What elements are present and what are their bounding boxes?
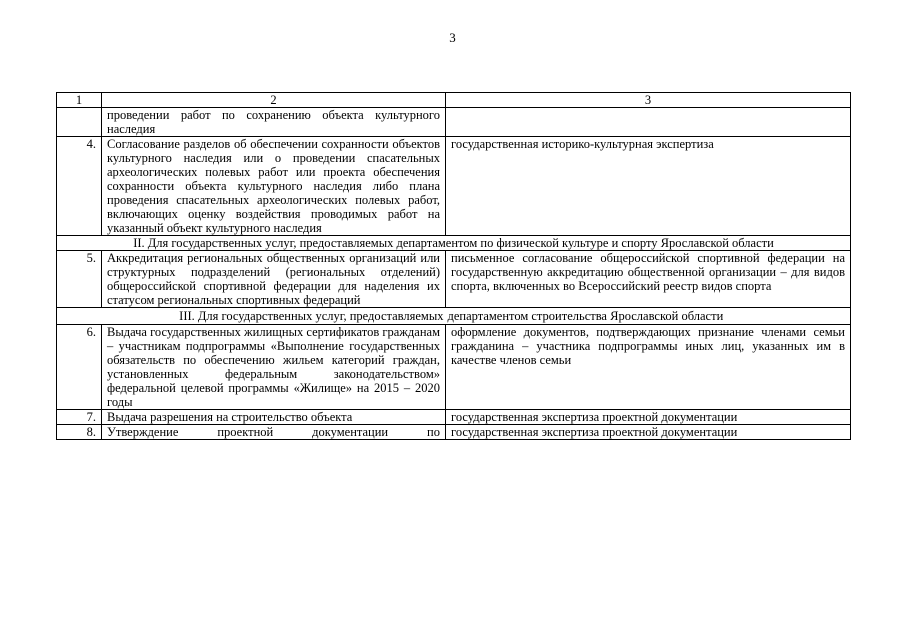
table-header-row [57,93,851,108]
section-heading-3-left: III. Для государственных услуг, предоставляемых [57,308,446,325]
service-cell: Выдача государственных жилищных сертификатов гражданам – участникам подпрограммы «Выполнение государственных обязательств по обеспечению жильем категорий граждан, установленных федеральным законодательством» федеральной целевой программы «Жилище» на 2015 – 2020 годы [102,325,446,410]
page-number: 3 [449,30,456,45]
table-row [57,410,851,425]
header-col-3: 3 [446,93,851,108]
table-row [57,325,851,410]
service-cell: Согласование разделов об обеспечении сохранности объектов культурного наследия или о проведении спасательных археологических полевых работ или проекта обеспечения сохранности объекта культурного наследия либо плана проведения спасательных археологических полевых работ, включающих оценку воздействия проводимых работ на указанный объект культурного наследия [102,137,446,236]
service-cell: проведении работ по сохранению объекта культурного наследия [102,108,446,137]
section-heading-row [57,308,851,325]
row-number [57,108,102,137]
basis-cell: государственная историко-культурная экспертиза [446,137,851,236]
table-row [57,425,851,440]
row-number: 7. [57,410,102,425]
basis-cell [446,108,851,137]
service-cell: Выдача разрешения на строительство объекта [102,410,446,425]
basis-cell: оформление документов, подтверждающих признание членами семьи гражданина – участника подпрограммы иных лиц, указанных им в качестве членов семьи [446,325,851,410]
row-number: 5. [57,251,102,308]
row-number: 8. [57,425,102,440]
basis-cell: государственная экспертиза проектной документации [446,425,851,440]
header-col-2: 2 [102,93,446,108]
section-heading-3-right: департаментом строительства Ярославской области [446,308,851,325]
table-row [57,251,851,308]
services-table [56,92,851,440]
row-number: 6. [57,325,102,410]
service-cell [102,425,446,440]
header-col-1: 1 [57,93,102,108]
table-row [57,137,851,236]
section-heading-2: II. Для государственных услуг, предоставляемых департаментом по физической культуре и спорту Ярославской области [57,236,851,251]
table-row-continuation [57,108,851,137]
service-text: Утверждение проектной документации по [107,425,440,439]
row-number: 4. [57,137,102,236]
section-heading-row [57,236,851,251]
service-cell: Аккредитация региональных общественных организаций или структурных подразделений (региональных отделений) общероссийской спортивной федерации для наделения их статусом региональных спортивных федераций [102,251,446,308]
basis-cell: письменное согласование общероссийской спортивной федерации на государственную аккредитацию общественной организации – для видов спорта, включенных во Всероссийский реестр видов спорта [446,251,851,308]
basis-cell: государственная экспертиза проектной документации [446,410,851,425]
